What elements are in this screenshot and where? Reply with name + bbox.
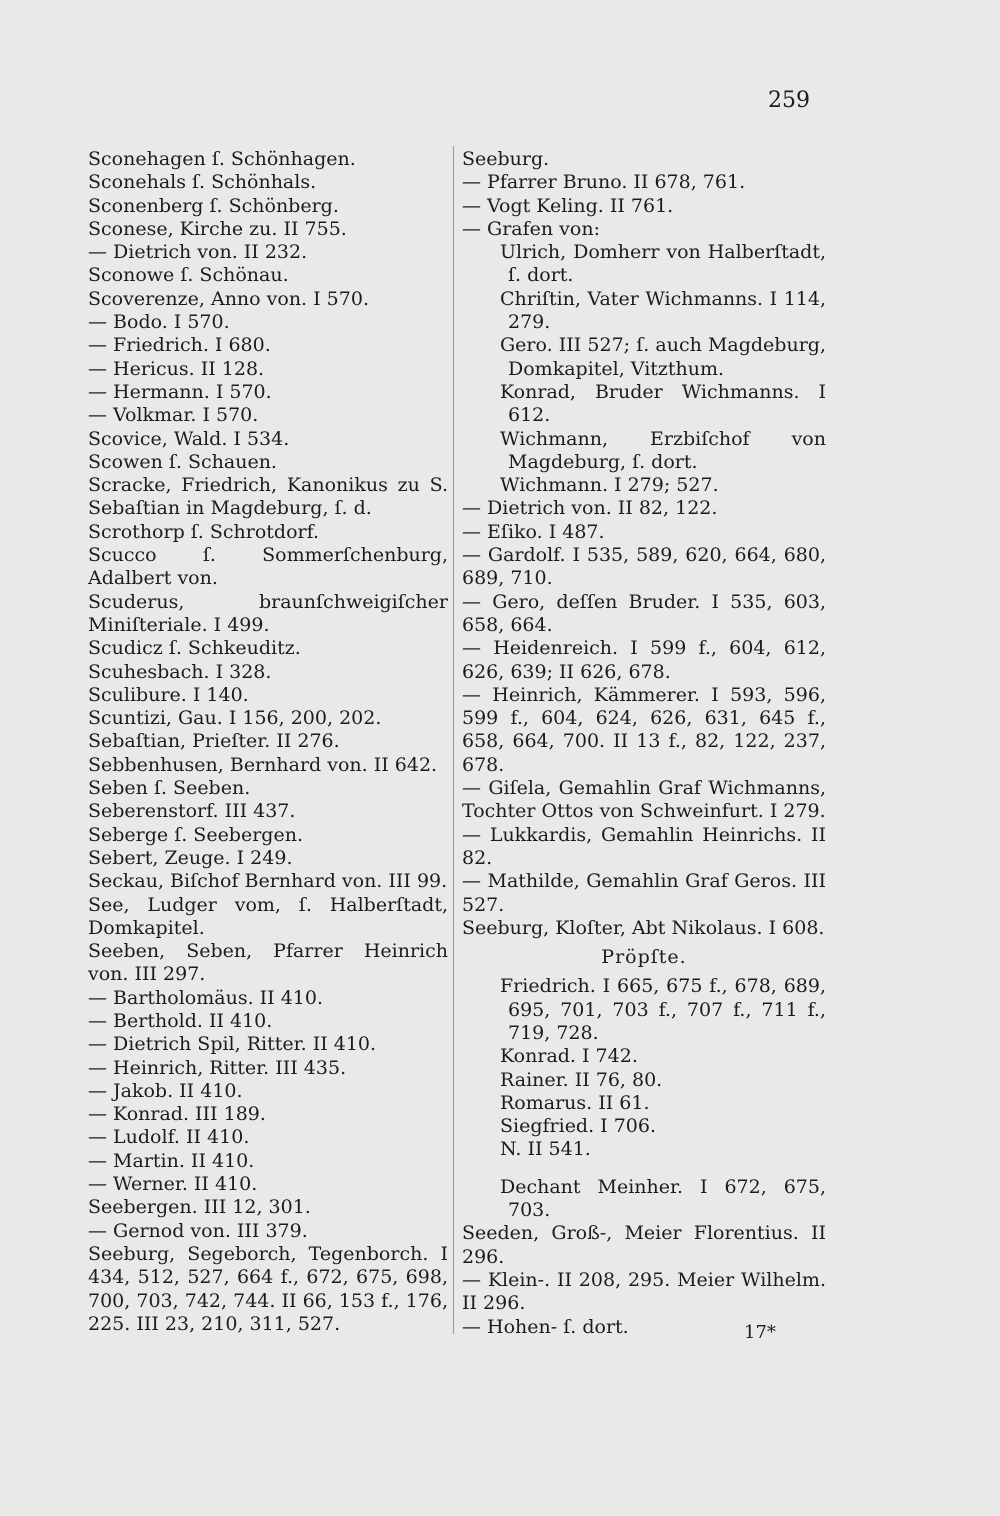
- index-entry: — Heinrich, Kämmerer. I 593, 596, 599 f., 604, 624, 626, 631, 645 f., 658, 664, 700. II 13 f., 82, 122, 237, 678.: [462, 683, 826, 776]
- index-entry: — Klein-. II 208, 295. Meier Wilhelm. II 296.: [462, 1268, 826, 1315]
- index-entry: — Martin. II 410.: [88, 1149, 255, 1172]
- index-entry: Scrothorp ſ. Schrotdorf.: [88, 520, 320, 543]
- index-entry: — Dietrich von. II 232.: [88, 241, 308, 264]
- index-entry: — Gardolf. I 535, 589, 620, 664, 680, 689, 710.: [462, 544, 826, 590]
- index-entry: — Ludolf. II 410.: [88, 1126, 250, 1149]
- index-entry: — Heinrich, Ritter. III 435.: [88, 1056, 347, 1079]
- index-entry: Seeburg, Segeborch, Tegenborch. I 434, 512, 527, 664 f., 672, 675, 698, 700, 703, 742, 744. II 66, 153 f., 176, 225. III 23, 210, 311, 527.: [88, 1242, 448, 1335]
- index-entry: Sconehagen ſ. Schönhagen.: [88, 148, 356, 170]
- grafen-entry: Konrad, Bruder Wichmanns. I 612.: [500, 380, 826, 427]
- grafen-entry: Wichmann. I 279; 527.: [500, 474, 719, 497]
- index-entry: Sconowe ſ. Schönau.: [88, 264, 289, 287]
- column-divider: [453, 146, 454, 1334]
- propst-entry: N. II 541.: [500, 1138, 591, 1161]
- index-entry: — Grafen von:: [462, 217, 600, 240]
- page-number: 259: [768, 88, 810, 113]
- index-entry: — Konrad. III 189.: [88, 1103, 266, 1126]
- index-entry: Seeburg.: [462, 148, 550, 170]
- index-entry: — Pfarrer Bruno. II 678, 761.: [462, 171, 746, 194]
- index-entry: — Vogt Keling. II 761.: [462, 194, 674, 217]
- index-entry: — Werner. II 410.: [88, 1173, 258, 1196]
- index-entry: Sebaſtian, Prieſter. II 276.: [88, 730, 340, 753]
- index-entry: Sconese, Kirche zu. II 755.: [88, 217, 347, 240]
- index-entry: Sconehals ſ. Schönhals.: [88, 171, 317, 194]
- index-entry: — Hohen- ſ. dort.: [462, 1315, 629, 1338]
- index-entry: Seberge ſ. Seebergen.: [88, 823, 303, 846]
- index-entry: Scudicz ſ. Schkeuditz.: [88, 637, 301, 660]
- propst-entry: Konrad. I 742.: [500, 1045, 638, 1068]
- index-entry: Scoverenze, Anno von. I 570.: [88, 287, 369, 310]
- grafen-entry: Chriſtin, Vater Wichmanns. I 114, 279.: [500, 287, 826, 334]
- index-entry: Sconenberg ſ. Schönberg.: [88, 194, 339, 217]
- index-entry: Scuhesbach. I 328.: [88, 660, 272, 683]
- index-entry: — Gero, deſſen Bruder. I 535, 603, 658, 664.: [462, 590, 826, 636]
- grafen-entry: Ulrich, Domherr von Halberſtadt, ſ. dort.: [500, 241, 826, 287]
- index-entry: — Dietrich Spil, Ritter. II 410.: [88, 1033, 377, 1056]
- index-entry: — Hermann. I 570.: [88, 380, 272, 403]
- index-entry: Scovice, Wald. I 534.: [88, 427, 290, 450]
- index-entry: Seeden, Groß-, Meier Florentius. II 296.: [462, 1222, 826, 1268]
- grafen-entry: Gero. III 527; ſ. auch Magdeburg, Domkapitel, Vitzthum.: [500, 334, 826, 380]
- index-entry: — Eſiko. I 487.: [462, 520, 605, 543]
- index-entry: — Hericus. II 128.: [88, 357, 265, 380]
- index-entry: — Bodo. I 570.: [88, 311, 230, 334]
- index-entry: Sebert, Zeuge. I 249.: [88, 846, 293, 869]
- index-entry: — Heidenreich. I 599 f., 604, 612, 626, 639; II 626, 678.: [462, 637, 826, 683]
- index-entry: Scuntizi, Gau. I 156, 200, 202.: [88, 707, 382, 730]
- index-entry: Sculibure. I 140.: [88, 683, 249, 706]
- grafen-entry: Wichmann, Erzbiſchof von Magdeburg, ſ. dort.: [500, 427, 826, 473]
- index-entry: Seben ſ. Seeben.: [88, 777, 251, 800]
- index-entry: — Jakob. II 410.: [88, 1079, 243, 1102]
- index-entry: Seebergen. III 12, 301.: [88, 1196, 311, 1219]
- index-entry: — Bartholomäus. II 410.: [88, 986, 324, 1009]
- index-entry: — Lukkardis, Gemahlin Heinrichs. II 82.: [462, 823, 826, 869]
- index-entry: — Giſela, Gemahlin Graf Wichmanns, Tochter Ottos von Schweinfurt. I 279.: [462, 777, 826, 823]
- right-column: [462, 148, 826, 1339]
- propste-heading: Pröpſte.: [601, 946, 687, 969]
- index-entry: — Berthold. II 410.: [88, 1009, 273, 1032]
- index-entry: — Mathilde, Gemahlin Graf Geros. III 527.: [462, 870, 826, 916]
- propst-entry: Friedrich. I 665, 675 f., 678, 689, 695, 701, 703 f., 707 f., 711 f., 719, 728.: [500, 975, 826, 1044]
- dechant-entry: Dechant Meinher. I 672, 675, 703.: [500, 1175, 826, 1222]
- left-column: [88, 148, 448, 1336]
- index-entry: Scuderus, braunſchweigiſcher Miniſteriale. I 499.: [88, 590, 448, 636]
- propst-entry: Siegfried. I 706.: [500, 1115, 657, 1138]
- index-entry: — Friedrich. I 680.: [88, 334, 271, 357]
- index-entry: Scucco ſ. Sommerſchenburg, Adalbert von.: [88, 544, 448, 590]
- index-entry: Scracke, Friedrich, Kanonikus zu S. Sebaſtian in Magdeburg, ſ. d.: [88, 474, 448, 520]
- index-entry: Sebbenhusen, Bernhard von. II 642.: [88, 753, 438, 776]
- index-entry: — Gernod von. III 379.: [88, 1219, 308, 1242]
- signature-mark: 17*: [744, 1322, 776, 1343]
- index-entry: Seberenstorf. III 437.: [88, 800, 296, 823]
- propst-entry: Romarus. II 61.: [500, 1091, 650, 1114]
- index-entry: Scowen ſ. Schauen.: [88, 450, 277, 473]
- index-entry: — Volkmar. I 570.: [88, 404, 259, 427]
- index-entry: Seeben, Seben, Pfarrer Heinrich von. III 297.: [88, 940, 448, 986]
- index-entry: See, Ludger vom, ſ. Halberſtadt, Domkapitel.: [88, 893, 448, 939]
- index-entry: Seckau, Biſchof Bernhard von. III 99.: [88, 870, 448, 893]
- index-entry: — Dietrich von. II 82, 122.: [462, 497, 718, 520]
- propst-entry: Rainer. II 76, 80.: [500, 1068, 663, 1091]
- index-entry: Seeburg, Kloſter, Abt Nikolaus. I 608.: [462, 916, 825, 939]
